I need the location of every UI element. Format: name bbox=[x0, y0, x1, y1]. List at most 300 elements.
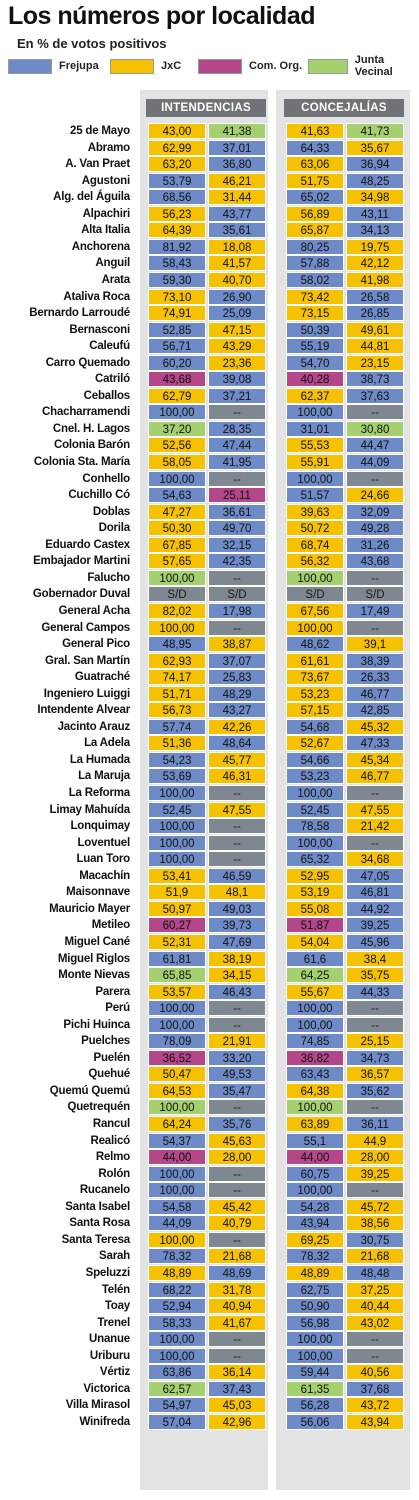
locality-name: Arata bbox=[101, 273, 130, 286]
value-cell: 21,42 bbox=[346, 818, 404, 834]
table-row bbox=[0, 437, 419, 454]
value-cell: 28,00 bbox=[208, 1149, 266, 1165]
value-cell: 36,61 bbox=[208, 504, 266, 520]
locality-name: General Acha bbox=[58, 604, 130, 617]
locality-name: Bernardo Larroudé bbox=[29, 307, 130, 320]
value-cell: 61,35 bbox=[286, 1381, 344, 1397]
value-cell: 100,00 bbox=[148, 1232, 206, 1248]
table-row bbox=[0, 1182, 419, 1199]
locality-name: Cnel. H. Lagos bbox=[52, 422, 130, 435]
value-cell: 43,11 bbox=[346, 206, 404, 222]
value-cell: 51,9 bbox=[148, 884, 206, 900]
value-cell: 40,94 bbox=[208, 1298, 266, 1314]
value-cell: 100,00 bbox=[148, 404, 206, 420]
table-row bbox=[0, 1116, 419, 1133]
table-row bbox=[0, 1033, 419, 1050]
value-cell: S/D bbox=[208, 586, 266, 602]
locality-name: General Campos bbox=[41, 621, 130, 634]
locality-name: Parera bbox=[95, 985, 130, 998]
value-cell: 100,00 bbox=[286, 1331, 344, 1347]
table-row bbox=[0, 305, 419, 322]
table-row bbox=[0, 504, 419, 521]
table-row bbox=[0, 702, 419, 719]
locality-name: Intendente Alvear bbox=[37, 704, 130, 717]
value-cell: 52,85 bbox=[148, 322, 206, 338]
locality-name: Quemú Quemú bbox=[49, 1084, 130, 1097]
value-cell: 78,58 bbox=[286, 818, 344, 834]
table-row bbox=[0, 123, 419, 140]
value-cell: 64,25 bbox=[286, 967, 344, 983]
value-cell: 30,75 bbox=[346, 1232, 404, 1248]
value-cell: 100,00 bbox=[286, 835, 344, 851]
locality-name: Santa Rosa bbox=[69, 1217, 130, 1230]
value-cell: 48,48 bbox=[346, 1265, 404, 1281]
value-cell: 50,72 bbox=[286, 520, 344, 536]
value-cell: 40,79 bbox=[208, 1215, 266, 1231]
locality-name: Relmo bbox=[95, 1151, 130, 1164]
value-cell: 45,03 bbox=[208, 1397, 266, 1413]
value-cell: 65,85 bbox=[148, 967, 206, 983]
locality-name: Lonquimay bbox=[70, 820, 130, 833]
value-cell: 78,09 bbox=[148, 1033, 206, 1049]
table-row bbox=[0, 868, 419, 885]
value-cell: 25,15 bbox=[346, 1033, 404, 1049]
value-cell: 32,15 bbox=[208, 537, 266, 553]
value-cell: 47,55 bbox=[208, 802, 266, 818]
locality-name: Pichi Huinca bbox=[63, 1018, 130, 1031]
locality-name: Quehué bbox=[88, 1068, 130, 1081]
table-row bbox=[0, 835, 419, 852]
value-cell: 48,69 bbox=[208, 1265, 266, 1281]
table-row bbox=[0, 686, 419, 703]
value-cell: 100,00 bbox=[286, 570, 344, 586]
value-cell: 57,88 bbox=[286, 255, 344, 271]
value-cell: 53,23 bbox=[286, 768, 344, 784]
value-cell: 62,99 bbox=[148, 140, 206, 156]
value-cell: -- bbox=[208, 570, 266, 586]
table-row bbox=[0, 851, 419, 868]
locality-name: Chacharramendi bbox=[42, 406, 130, 419]
legend-item-junta-vecinal bbox=[308, 54, 418, 78]
table-row bbox=[0, 1348, 419, 1365]
value-cell: -- bbox=[346, 620, 404, 636]
value-cell: 45,34 bbox=[346, 752, 404, 768]
legend-item-frejupa bbox=[8, 58, 99, 74]
value-cell: -- bbox=[346, 835, 404, 851]
value-cell: 56,89 bbox=[286, 206, 344, 222]
value-cell: 64,24 bbox=[148, 1116, 206, 1132]
value-cell: 78,32 bbox=[148, 1248, 206, 1264]
value-cell: 34,73 bbox=[346, 1050, 404, 1066]
value-cell: 42,85 bbox=[346, 702, 404, 718]
value-cell: 37,20 bbox=[148, 421, 206, 437]
value-cell: 65,87 bbox=[286, 222, 344, 238]
legend-swatch-jxc bbox=[110, 59, 154, 74]
value-cell: 100,00 bbox=[148, 570, 206, 586]
value-cell: 45,72 bbox=[346, 1199, 404, 1215]
value-cell: 26,85 bbox=[346, 305, 404, 321]
table-row bbox=[0, 818, 419, 835]
value-cell: 100,00 bbox=[286, 1099, 344, 1115]
value-cell: -- bbox=[346, 1348, 404, 1364]
table-row bbox=[0, 735, 419, 752]
table-row bbox=[0, 1133, 419, 1150]
value-cell: 51,57 bbox=[286, 487, 344, 503]
value-cell: 44,09 bbox=[148, 1215, 206, 1231]
locality-name: Uriburu bbox=[89, 1349, 130, 1362]
value-cell: 35,67 bbox=[346, 140, 404, 156]
value-cell: -- bbox=[346, 785, 404, 801]
value-cell: 37,07 bbox=[208, 653, 266, 669]
value-cell: 60,27 bbox=[148, 917, 206, 933]
value-cell: 42,12 bbox=[346, 255, 404, 271]
value-cell: 56,06 bbox=[286, 1414, 344, 1430]
value-cell: -- bbox=[208, 1182, 266, 1198]
table-row bbox=[0, 586, 419, 603]
value-cell: 69,25 bbox=[286, 1232, 344, 1248]
legend-label-com-org: Com. Org. bbox=[249, 60, 303, 72]
locality-name: Realicó bbox=[90, 1134, 130, 1147]
locality-name: Loventuel bbox=[77, 836, 130, 849]
value-cell: 38,87 bbox=[208, 636, 266, 652]
locality-name: Anguil bbox=[95, 257, 130, 270]
value-cell: 52,45 bbox=[148, 802, 206, 818]
value-cell: -- bbox=[346, 1331, 404, 1347]
table-row bbox=[0, 1017, 419, 1034]
value-cell: 100,00 bbox=[148, 785, 206, 801]
table-row bbox=[0, 1199, 419, 1216]
table-row bbox=[0, 785, 419, 802]
value-cell: 54,97 bbox=[148, 1397, 206, 1413]
value-cell: 61,61 bbox=[286, 653, 344, 669]
value-cell: 100,00 bbox=[148, 1348, 206, 1364]
value-cell: 62,75 bbox=[286, 1282, 344, 1298]
locality-name: Conhello bbox=[82, 472, 130, 485]
value-cell: 51,87 bbox=[286, 917, 344, 933]
chart-title: Los números por localidad bbox=[8, 2, 315, 30]
locality-name: La Reforma bbox=[68, 787, 130, 799]
value-cell: -- bbox=[208, 471, 266, 487]
table-row bbox=[0, 752, 419, 769]
table-row bbox=[0, 272, 419, 289]
value-cell: -- bbox=[208, 620, 266, 636]
value-cell: 39,1 bbox=[346, 636, 404, 652]
value-cell: 60,20 bbox=[148, 355, 206, 371]
value-cell: 48,29 bbox=[208, 686, 266, 702]
value-cell: 47,27 bbox=[148, 504, 206, 520]
value-cell: 48,89 bbox=[148, 1265, 206, 1281]
value-cell: 50,39 bbox=[286, 322, 344, 338]
header-intendencias: INTENDENCIAS bbox=[146, 99, 266, 117]
table-row bbox=[0, 520, 419, 537]
value-cell: 47,44 bbox=[208, 437, 266, 453]
value-cell: 37,43 bbox=[208, 1381, 266, 1397]
value-cell: 54,28 bbox=[286, 1199, 344, 1215]
value-cell: 42,96 bbox=[208, 1414, 266, 1430]
locality-name: Colonia Barón bbox=[54, 439, 130, 452]
value-cell: 45,63 bbox=[208, 1133, 266, 1149]
value-cell: 54,58 bbox=[148, 1199, 206, 1215]
value-cell: 100,00 bbox=[286, 620, 344, 636]
value-cell: -- bbox=[346, 1000, 404, 1016]
locality-name: Dorila bbox=[98, 522, 130, 535]
locality-name: Guatraché bbox=[74, 671, 130, 684]
value-cell: 26,33 bbox=[346, 669, 404, 685]
value-cell: 48,1 bbox=[208, 884, 266, 900]
locality-name: Carro Quemado bbox=[45, 356, 130, 369]
locality-name: La Humada bbox=[69, 753, 130, 766]
locality-name: Toay bbox=[104, 1300, 130, 1313]
locality-name: Unanue bbox=[89, 1333, 130, 1346]
value-cell: 65,02 bbox=[286, 189, 344, 205]
table-row bbox=[0, 901, 419, 918]
locality-name: Villa Mirasol bbox=[65, 1399, 130, 1412]
value-cell: 46,59 bbox=[208, 868, 266, 884]
locality-name: Rancul bbox=[92, 1118, 130, 1130]
value-cell: 56,28 bbox=[286, 1397, 344, 1413]
table-row bbox=[0, 1397, 419, 1414]
table-row bbox=[0, 1215, 419, 1232]
value-cell: 100,00 bbox=[148, 835, 206, 851]
table-row bbox=[0, 471, 419, 488]
table-row bbox=[0, 984, 419, 1001]
value-cell: 23,15 bbox=[346, 355, 404, 371]
locality-name: Bernasconi bbox=[69, 323, 130, 336]
value-cell: 49,53 bbox=[208, 1066, 266, 1082]
value-cell: 45,32 bbox=[346, 719, 404, 735]
locality-name: Santa Teresa bbox=[61, 1233, 130, 1246]
value-cell: 35,62 bbox=[346, 1083, 404, 1099]
value-cell: 68,56 bbox=[148, 189, 206, 205]
value-cell: 100,00 bbox=[148, 620, 206, 636]
value-cell: 31,44 bbox=[208, 189, 266, 205]
value-cell: 32,09 bbox=[346, 504, 404, 520]
locality-name: Maisonnave bbox=[66, 886, 130, 899]
value-cell: 100,00 bbox=[148, 1331, 206, 1347]
value-cell: 37,01 bbox=[208, 140, 266, 156]
value-cell: 35,47 bbox=[208, 1083, 266, 1099]
value-cell: 68,74 bbox=[286, 537, 344, 553]
value-cell: 43,00 bbox=[148, 123, 206, 139]
value-cell: 82,02 bbox=[148, 603, 206, 619]
value-cell: 55,67 bbox=[286, 984, 344, 1000]
value-cell: 47,55 bbox=[346, 802, 404, 818]
value-cell: -- bbox=[346, 1017, 404, 1033]
value-cell: 55,91 bbox=[286, 454, 344, 470]
table-row bbox=[0, 421, 419, 438]
table-row bbox=[0, 1265, 419, 1282]
value-cell: 39,25 bbox=[346, 1166, 404, 1182]
locality-name: Winifreda bbox=[79, 1415, 130, 1428]
value-cell: 58,33 bbox=[148, 1315, 206, 1331]
value-cell: -- bbox=[208, 1166, 266, 1182]
value-cell: 100,00 bbox=[148, 1182, 206, 1198]
value-cell: 53,57 bbox=[148, 984, 206, 1000]
value-cell: 35,75 bbox=[346, 967, 404, 983]
value-cell: 36,80 bbox=[208, 156, 266, 172]
value-cell: -- bbox=[208, 818, 266, 834]
value-cell: 47,69 bbox=[208, 934, 266, 950]
table-row bbox=[0, 355, 419, 372]
locality-name: La Adela bbox=[84, 737, 130, 750]
table-row bbox=[0, 156, 419, 173]
value-cell: 46,21 bbox=[208, 173, 266, 189]
value-cell: 36,11 bbox=[346, 1116, 404, 1132]
locality-name: Alg. del Águila bbox=[53, 191, 130, 204]
value-cell: -- bbox=[208, 1331, 266, 1347]
locality-name: Victorica bbox=[83, 1382, 130, 1395]
locality-name: Luan Toro bbox=[76, 853, 130, 866]
locality-name: Falucho bbox=[87, 571, 130, 584]
value-cell: 36,52 bbox=[148, 1050, 206, 1066]
value-cell: 41,98 bbox=[346, 272, 404, 288]
value-cell: 57,15 bbox=[286, 702, 344, 718]
value-cell: 38,19 bbox=[208, 951, 266, 967]
value-cell: -- bbox=[208, 1232, 266, 1248]
table-row bbox=[0, 1066, 419, 1083]
value-cell: 46,77 bbox=[346, 686, 404, 702]
value-cell: 73,10 bbox=[148, 289, 206, 305]
locality-name: Miguel Riglos bbox=[57, 952, 130, 965]
table-row bbox=[0, 537, 419, 554]
value-cell: 68,22 bbox=[148, 1282, 206, 1298]
table-row bbox=[0, 1282, 419, 1299]
table-row bbox=[0, 603, 419, 620]
value-cell: 55,1 bbox=[286, 1133, 344, 1149]
value-cell: 48,62 bbox=[286, 636, 344, 652]
value-cell: 63,89 bbox=[286, 1116, 344, 1132]
value-cell: 78,32 bbox=[286, 1248, 344, 1264]
value-cell: 40,56 bbox=[346, 1364, 404, 1380]
table-row bbox=[0, 140, 419, 157]
locality-name: Ceballos bbox=[83, 389, 130, 402]
value-cell: 39,63 bbox=[286, 504, 344, 520]
table-row bbox=[0, 1364, 419, 1381]
value-cell: 100,00 bbox=[286, 404, 344, 420]
table-row bbox=[0, 1298, 419, 1315]
table-row bbox=[0, 636, 419, 653]
table-row bbox=[0, 917, 419, 934]
value-cell: 50,97 bbox=[148, 901, 206, 917]
value-cell: 36,94 bbox=[346, 156, 404, 172]
value-cell: 42,35 bbox=[208, 553, 266, 569]
locality-name: Trenel bbox=[97, 1316, 130, 1329]
value-cell: 43,77 bbox=[208, 206, 266, 222]
value-cell: 40,44 bbox=[346, 1298, 404, 1314]
value-cell: -- bbox=[208, 1000, 266, 1016]
locality-name: Rucanelo bbox=[79, 1184, 130, 1197]
table-row bbox=[0, 620, 419, 637]
locality-name: Embajador Martini bbox=[33, 555, 130, 568]
value-cell: 31,26 bbox=[346, 537, 404, 553]
value-cell: 100,00 bbox=[148, 851, 206, 867]
value-cell: 63,06 bbox=[286, 156, 344, 172]
table-row bbox=[0, 1414, 419, 1431]
table-row bbox=[0, 454, 419, 471]
table-row bbox=[0, 289, 419, 306]
value-cell: 43,94 bbox=[346, 1414, 404, 1430]
locality-name: Limay Mahuída bbox=[49, 803, 130, 816]
locality-name: 25 de Mayo bbox=[70, 125, 130, 137]
value-cell: 21,68 bbox=[346, 1248, 404, 1264]
value-cell: 45,42 bbox=[208, 1199, 266, 1215]
locality-name: Jacinto Arauz bbox=[57, 720, 130, 733]
value-cell: -- bbox=[208, 1017, 266, 1033]
value-cell: -- bbox=[346, 1099, 404, 1115]
chart-subtitle: En % de votos positivos bbox=[17, 36, 167, 51]
locality-name: La Maruja bbox=[78, 770, 130, 783]
value-cell: 43,27 bbox=[208, 702, 266, 718]
locality-name: Metileo bbox=[91, 919, 130, 932]
legend-swatch-com-org bbox=[198, 59, 242, 74]
table-row bbox=[0, 1099, 419, 1116]
value-cell: 47,15 bbox=[208, 322, 266, 338]
legend-label-jxc: JxC bbox=[161, 60, 182, 72]
value-cell: 61,6 bbox=[286, 951, 344, 967]
value-cell: 28,00 bbox=[346, 1149, 404, 1165]
value-cell: 56,73 bbox=[148, 702, 206, 718]
value-cell: 54,68 bbox=[286, 719, 344, 735]
value-cell: 34,13 bbox=[346, 222, 404, 238]
value-cell: 55,08 bbox=[286, 901, 344, 917]
value-cell: 53,23 bbox=[286, 686, 344, 702]
value-cell: 19,75 bbox=[346, 239, 404, 255]
locality-name: A. Van Praet bbox=[65, 158, 130, 171]
locality-name: Caleufú bbox=[89, 340, 130, 353]
locality-name: Sarah bbox=[99, 1250, 130, 1263]
value-cell: 25,09 bbox=[208, 305, 266, 321]
value-cell: 100,00 bbox=[148, 1017, 206, 1033]
legend-label-junta-vecinal: Junta Vecinal bbox=[354, 54, 393, 78]
locality-name: Perú bbox=[105, 1002, 130, 1015]
value-cell: 100,00 bbox=[148, 818, 206, 834]
value-cell: 62,93 bbox=[148, 653, 206, 669]
value-cell: 17,49 bbox=[346, 603, 404, 619]
value-cell: 43,02 bbox=[346, 1315, 404, 1331]
value-cell: 36,57 bbox=[346, 1066, 404, 1082]
table-row bbox=[0, 1166, 419, 1183]
value-cell: 46,77 bbox=[346, 768, 404, 784]
value-cell: 54,66 bbox=[286, 752, 344, 768]
value-cell: 36,14 bbox=[208, 1364, 266, 1380]
value-cell: 37,63 bbox=[346, 388, 404, 404]
locality-name: Alta Italia bbox=[81, 224, 130, 237]
header-concejalias: CONCEJALÍAS bbox=[284, 99, 404, 117]
value-cell: 30,80 bbox=[346, 421, 404, 437]
value-cell: 58,43 bbox=[148, 255, 206, 271]
value-cell: 44,09 bbox=[346, 454, 404, 470]
value-cell: 21,68 bbox=[208, 1248, 266, 1264]
value-cell: 48,25 bbox=[346, 173, 404, 189]
value-cell: 43,68 bbox=[346, 553, 404, 569]
value-cell: 60,75 bbox=[286, 1166, 344, 1182]
value-cell: 33,20 bbox=[208, 1050, 266, 1066]
value-cell: 41,73 bbox=[346, 123, 404, 139]
value-cell: 28,35 bbox=[208, 421, 266, 437]
legend-swatch-frejupa bbox=[8, 59, 52, 74]
value-cell: S/D bbox=[148, 586, 206, 602]
locality-name: Puelches bbox=[81, 1035, 130, 1048]
table-row bbox=[0, 669, 419, 686]
value-cell: 50,47 bbox=[148, 1066, 206, 1082]
value-cell: 74,17 bbox=[148, 669, 206, 685]
value-cell: 50,30 bbox=[148, 520, 206, 536]
locality-name: Ingeniero Luiggi bbox=[43, 687, 130, 700]
locality-name: Ataliva Roca bbox=[63, 290, 130, 303]
value-cell: 56,71 bbox=[148, 338, 206, 354]
value-cell: 38,56 bbox=[346, 1215, 404, 1231]
value-cell: S/D bbox=[286, 586, 344, 602]
